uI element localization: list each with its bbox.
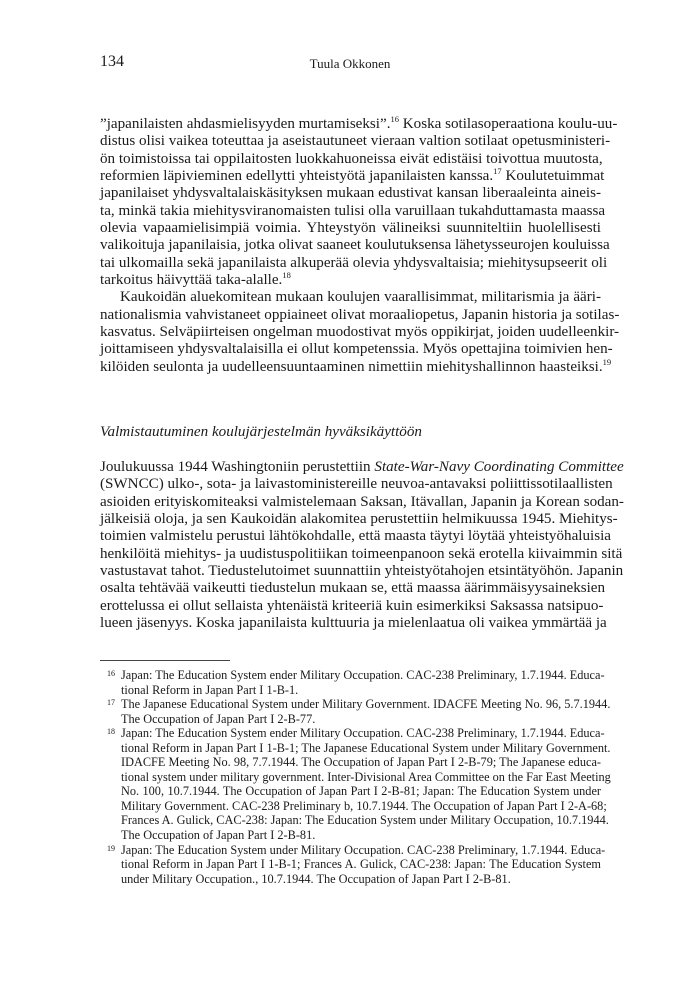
page-number: 134 bbox=[100, 53, 124, 70]
text-line: The Japanese Educational System under Military Government. IDACFE Meeting No. 96, 5.7.1944. bbox=[121, 697, 611, 712]
text-line: Joulukuussa 1944 Washingtoniin perustettiin State-War-Navy Coordinating Committee bbox=[100, 459, 624, 475]
footnote-ref-17[interactable]: 17 bbox=[493, 166, 502, 177]
text-line: tional system under military government. Inter-Divisional Area Committee on the Far East Meeting bbox=[121, 769, 611, 784]
text-line: tai ulkomailla sekä japanilaista alkuperää olevia yhdysvaltaisia; miehitysupseerit oli bbox=[100, 254, 608, 271]
text-line: vastustavat tahot. Tiedustelutoimet suunnattiin yhteistyötahojen etsintätyöhön. Japanin bbox=[100, 563, 624, 580]
footnote-18 bbox=[100, 726, 611, 843]
text-line: kasvatus. Selväpiirteisen ongelman muodostivat myös oppikirjat, joiden uudelleenkir- bbox=[100, 324, 620, 341]
text-line: No. 100, 10.7.1944. The Occupation of Japan Part I 2-B-81; Japan: The Education System under bbox=[121, 784, 601, 799]
text-line: reformien läpivieminen edellytti yhteistyötä japanilaisten kanssa.$^{17}$ Koulutetuimmat bbox=[100, 166, 605, 185]
text-line: nationalismia vahvistaneet oppiaineet olivat moraaliopetus, Japanin historia ja sotilas- bbox=[100, 306, 620, 323]
body-section-1 bbox=[100, 114, 620, 376]
text-line: osalta tehtävää vaikeutti tiedustelun mukaan se, että maassa äärimmäisyysaineksien bbox=[100, 580, 606, 597]
footnote-16 bbox=[100, 668, 605, 697]
running-head: Tuula Okkonen bbox=[309, 56, 391, 71]
text-line: The Occupation of Japan Part I 2-B-81. bbox=[121, 828, 316, 843]
section-heading: Valmistautuminen koulujärjestelmän hyväksikäyttöön bbox=[100, 424, 422, 440]
text-line: valikoituja japanilaisia, jotka olivat saaneet koulutuksensa lähetysseurojen kouluissa bbox=[100, 237, 610, 254]
body-section-2 bbox=[100, 459, 624, 632]
footnote-number: 16 bbox=[107, 669, 115, 678]
footnote-19 bbox=[100, 842, 606, 887]
footnote-ref-18[interactable]: 18 bbox=[282, 270, 291, 281]
text-line: lueen jäsenyys. Koska japanilaista kulttuuria ja mielenlaatua oli vaikea ymmärtää ja bbox=[100, 615, 607, 632]
text-line: (SWNCC) ulko-, sota- ja laivastoministereille neuvoa-antavaksi poliittissotilaallisten bbox=[100, 476, 613, 493]
text-line: tarkoitus häivyttää taka-alalle.$^{18}$ bbox=[100, 270, 291, 289]
text-line: olevia vapaamielisimpiä voimia. Yhteystyön välineiksi suunniteltiin huolellisesti bbox=[100, 220, 601, 237]
text-line: Frances A. Gulick, CAC-238: Japan: The Education System under Military Occupation, 10.7.1944. bbox=[121, 813, 609, 828]
footnote-ref-19[interactable]: 19 bbox=[602, 356, 612, 367]
text-line: asioiden erityiskomiteaksi valmistelemaan Saksan, Itävallan, Japanin ja Korean sodan- bbox=[100, 493, 624, 510]
text-line: toimien valmistelu perustui lähtökohdalle, että maasta täytyi löytää yhteistyöhaluisia bbox=[100, 528, 611, 545]
text-line: erottelussa ei ollut sellaista yhtenäistä kriteeriä kuin esimerkiksi Saksassa natsipuo- bbox=[100, 597, 604, 614]
footnote-ref-16[interactable]: 16 bbox=[390, 114, 399, 124]
text-line: under Military Occupation., 10.7.1944. The Occupation of Japan Part I 2-B-81. bbox=[121, 871, 511, 886]
text-line: distus olisi vaikea toteuttaa ja aseistautuneet vieraan valtion sotilaat opetusministeri- bbox=[100, 133, 611, 150]
text-line: ön toimistoissa tai oppilaitosten luokkahuoneissa eivät edistäisi toivottua muutosta, bbox=[100, 150, 603, 167]
committee-name: State-War-Navy Coordinating Committee bbox=[374, 459, 624, 475]
footnote-17 bbox=[100, 697, 611, 726]
footnote-number: 18 bbox=[107, 727, 115, 737]
text-line: ”japanilaisten ahdasmielisyyden murtamiseksi”.$^{16}$ Koska sotilasoperaationa koulu-uu- bbox=[100, 114, 618, 132]
text-line: Japan: The Education System under Military Occupation. CAC-238 Preliminary, 1.7.1944. Educa- bbox=[121, 842, 606, 857]
text-line: tional Reform in Japan Part I 1-B-1. bbox=[121, 682, 299, 697]
text-line: Military Government. CAC-238 Preliminary b, 10.7.1944. The Occupation of Japan Part I 2-A-68; bbox=[121, 798, 607, 813]
text-line: tional Reform in Japan Part I 1-B-1; Frances A. Gulick, CAC-238: Japan: The Education System bbox=[121, 857, 601, 872]
footnotes bbox=[100, 668, 611, 886]
text-line: tional Reform in Japan Part I 1-B-1; The Japanese Educational System under Military Government. bbox=[121, 740, 611, 755]
text-line: Japan: The Education System ender Military Occupation. CAC-238 Preliminary, 1.7.1944. Educa- bbox=[121, 726, 605, 741]
text-line: kilöiden seulonta ja uudelleensuuntaaminen nimettiin miehityshallinnon haasteiksi.$^{19}$ bbox=[100, 356, 612, 375]
text-line: japanilaiset yhdysvaltalaiskäsityksen mukaan edustivat kansan liberaaleinta aineis- bbox=[100, 185, 601, 202]
footnote-number: 19 bbox=[107, 843, 115, 853]
footnote-rule bbox=[100, 660, 230, 661]
footnote-number: 17 bbox=[107, 698, 115, 708]
text-line: The Occupation of Japan Part I 2-B-77. bbox=[121, 711, 316, 726]
text-line: Japan: The Education System ender Military Occupation. CAC-238 Preliminary, 1.7.1944. Educa- bbox=[121, 668, 605, 682]
text-line: Kaukoidän aluekomitean mukaan koulujen vaarallisimmat, militarismia ja ääri- bbox=[120, 289, 601, 306]
text-line: IDACFE Meeting No. 98, 7.7.1944. The Occupation of Japan Part I 2-B-79; The Japanese educa- bbox=[121, 755, 601, 770]
text-line: henkilöitä miehitys- ja uudistuspolitiikan toimeenpanoon sekä erotella kiivaimmin sitä bbox=[100, 545, 623, 562]
text-line: joittamiseen yhdysvaltalaisilla ei ollut kompetenssia. Myös opettajina toimivien hen- bbox=[100, 341, 613, 358]
text-line: jälkeisiä oloja, ja sen Kaukoidän alakomitea perustettiin helmikuussa 1945. Miehitys- bbox=[100, 511, 618, 528]
text-line: ta, minkä takia miehitysviranomaisten tulisi olla varuillaan tukahduttamasta maassa bbox=[100, 202, 606, 219]
